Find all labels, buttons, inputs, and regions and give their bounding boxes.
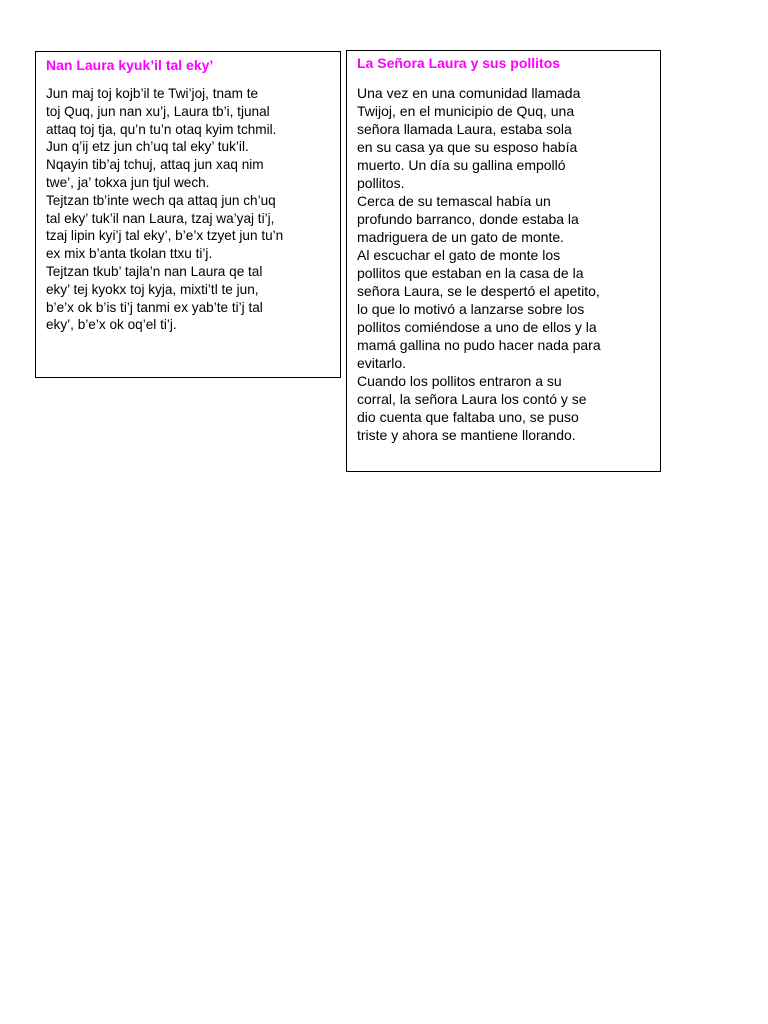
spanish-story-line: pollitos. xyxy=(357,175,405,191)
spanish-story-line: pollitos comiéndose a uno de ellos y la xyxy=(357,319,597,335)
spanish-story-line: Una vez en una comunidad llamada xyxy=(357,85,581,101)
spanish-story-line: madriguera de un gato de monte. xyxy=(357,229,565,245)
mam-story-line: ex mix b’anta tkolan ttxu ti’j. xyxy=(46,246,213,262)
mam-story-line: Tejtzan tkub’ tajla’n nan Laura qe tal xyxy=(46,263,263,279)
spanish-story-line: pollitos que estaban en la casa de la xyxy=(357,265,584,281)
mam-story-box xyxy=(35,51,341,378)
mam-story-line: twe’, ja’ tokxa jun tjul wech. xyxy=(46,174,210,190)
spanish-story-line: Cerca de su temascal había un xyxy=(357,193,551,209)
spanish-story-line: profundo barranco, donde estaba la xyxy=(357,211,579,227)
spanish-story-line: en su casa ya que su esposo había xyxy=(357,139,578,155)
mam-story-line: attaq toj tja, qu’n tu’n otaq kyim tchmil. xyxy=(46,121,277,137)
spanish-story-line: Cuando los pollitos entraron a su xyxy=(357,373,562,389)
spanish-story-line: señora llamada Laura, estaba sola xyxy=(357,121,572,137)
mam-story-line: b’e’x ok b’is ti’j tanmi ex yab’te ti’j tal xyxy=(46,299,263,315)
mam-story-line: Tejtzan tb’inte wech qa attaq jun ch’uq xyxy=(46,192,276,208)
mam-story-line: tal eky’ tuk’il nan Laura, tzaj wa’yaj ti’j, xyxy=(46,210,275,226)
mam-story-line: tzaj lipin kyi’j tal eky’, b’e’x tzyet jun tu’n xyxy=(46,228,284,244)
mam-story-line: Jun maj toj kojb’il te Twi’joj, tnam te xyxy=(46,86,259,101)
spanish-story-line: muerto. Un día su gallina empolló xyxy=(357,157,566,173)
spanish-story-line: triste y ahora se mantiene llorando. xyxy=(357,427,576,443)
spanish-story-title: La Señora Laura y sus pollitos xyxy=(357,55,561,71)
mam-story-line: toj Quq, jun nan xu’j, Laura tb’i, tjunal xyxy=(46,103,270,119)
spanish-story-line: señora Laura, se le despertó el apetito, xyxy=(357,283,600,299)
spanish-story-line: lo que lo motivó a lanzarse sobre los xyxy=(357,301,585,317)
spanish-story-line: mamá gallina no pudo hacer nada para xyxy=(357,337,601,353)
mam-story-title: Nan Laura kyuk’il tal eky’ xyxy=(46,57,214,73)
spanish-story-line: evitarlo. xyxy=(357,355,407,371)
mam-story-line: Jun q’ij etz jun ch’uq tal eky’ tuk’il. xyxy=(46,139,249,155)
spanish-story-line: Al escuchar el gato de monte los xyxy=(357,247,561,263)
mam-story-body xyxy=(46,85,330,334)
spanish-story-body xyxy=(357,84,650,444)
spanish-story-line: dio cuenta que faltaba uno, se puso xyxy=(357,409,579,425)
mam-story-line: eky’, b’e’x ok oq’el ti’j. xyxy=(46,317,177,333)
mam-story-line: Nqayin tib’aj tchuj, attaq jun xaq nim xyxy=(46,157,264,173)
spanish-story-line: Twijoj, en el municipio de Quq, una xyxy=(357,103,575,119)
spanish-story-line: corral, la señora Laura los contó y se xyxy=(357,391,587,407)
spanish-story-box xyxy=(346,50,661,472)
mam-story-line: eky’ tej kyokx toj kyja, mixti’tl te jun, xyxy=(46,281,259,297)
